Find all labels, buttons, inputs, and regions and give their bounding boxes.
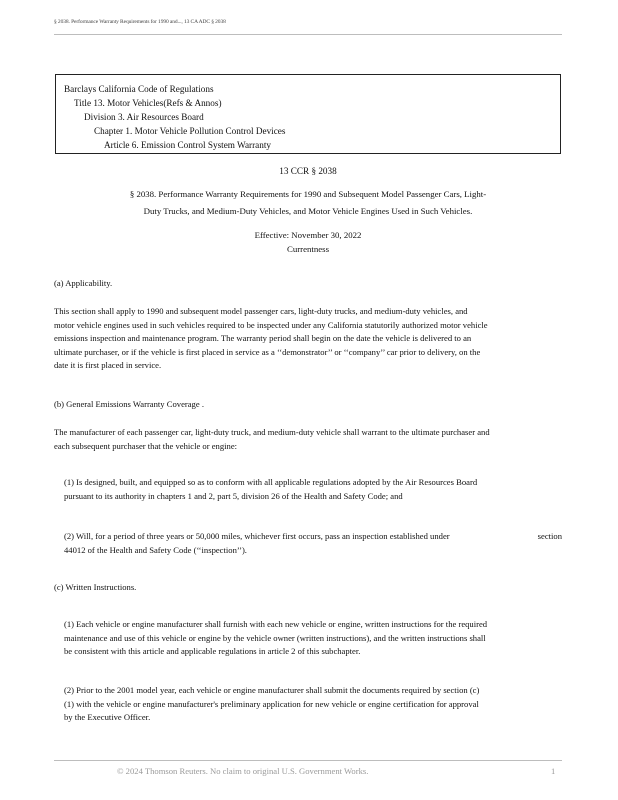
section-b-line: each subsequent purchaser that the vehicle or engine: xyxy=(54,440,238,451)
hierarchy-division: Division 3. Air Resources Board xyxy=(84,112,204,122)
section-c-heading: (c) Written Instructions. xyxy=(54,582,137,592)
section-a-line: ultimate purchaser, or if the vehicle is first placed in service as a ‘‘demonstrator’’ or ‘‘company’’ car prior to delivery, on the xyxy=(54,346,481,357)
section-c1-line: be consistent with this article and applicable regulations in article 2 of this subchapter. xyxy=(64,646,361,657)
section-b1-line: (1) Is designed, built, and equipped so as to conform with all applicable regulations adopted by the Air Resources Board xyxy=(64,477,478,487)
section-c2-line: (1) with the vehicle or engine manufacturer's preliminary application for new vehicle or engine certification for approval xyxy=(64,698,479,709)
page-number: 1 xyxy=(551,766,556,776)
section-b2-line: 44012 of the Health and Safety Code (‘‘inspection’’). xyxy=(64,544,247,555)
hierarchy-article: Article 6. Emission Control System Warranty xyxy=(104,140,271,150)
section-b1-body xyxy=(64,476,562,503)
section-a-line: This section shall apply to 1990 and subsequent model passenger cars, light-duty trucks, and medium-duty vehicles, and xyxy=(54,306,468,316)
section-a-body xyxy=(54,305,562,373)
hierarchy-title: Title 13. Motor Vehicles(Refs & Annos) xyxy=(74,98,222,108)
section-a-heading: (a) Applicability. xyxy=(54,278,113,288)
section-b2-line-end: section xyxy=(537,531,562,541)
section-b2-line xyxy=(64,530,562,544)
section-b2-body xyxy=(64,530,562,557)
section-a-line: motor vehicle engines used in such vehicles required to be inspected under any California statutorily authorized motor vehicle xyxy=(54,319,488,330)
currentness: Currentness xyxy=(286,244,330,254)
section-c1-body xyxy=(64,618,562,659)
section-title-line-2: Duty Trucks, and Medium-Duty Vehicles, and Motor Vehicle Engines Used in Such Vehicles. xyxy=(143,206,473,216)
section-c1-line: (1) Each vehicle or engine manufacturer shall furnish with each new vehicle or engine, written instructions for the required xyxy=(64,619,488,629)
section-c1-line: maintenance and use of this vehicle or engine by the vehicle owner (written instructions), and the written instructions shall xyxy=(64,632,486,643)
section-c2-body xyxy=(64,684,562,725)
section-b-heading: (b) General Emissions Warranty Coverage . xyxy=(54,399,204,409)
section-b1-line: pursuant to its authority in chapters 1 and 2, part 5, division 26 of the Health and Safety Code; and xyxy=(64,490,403,501)
section-c2-line: (2) Prior to the 2001 model year, each vehicle or engine manufacturer shall submit the documents required by section (c) xyxy=(64,685,480,695)
section-c2-line: by the Executive Officer. xyxy=(64,712,151,723)
citation: 13 CCR § 2038 xyxy=(279,166,337,176)
section-b2-line-text: (2) Will, for a period of three years or 50,000 miles, whichever first occurs, pass an inspection established under xyxy=(64,531,450,541)
section-a-line: emissions inspection and maintenance program. The warranty period shall begin on the date the vehicle is delivered to an xyxy=(54,333,472,344)
hierarchy-chapter: Chapter 1. Motor Vehicle Pollution Control Devices xyxy=(94,126,286,136)
section-b-line: The manufacturer of each passenger car, light-duty truck, and medium-duty vehicle shall warrant to the ultimate purchaser and xyxy=(54,427,490,437)
footer-divider xyxy=(54,760,562,761)
header-divider xyxy=(54,34,562,35)
copyright-notice: © 2024 Thomson Reuters. No claim to original U.S. Government Works. xyxy=(117,766,369,776)
section-a-line: date it is first placed in service. xyxy=(54,360,162,371)
running-header: § 2038. Performance Warranty Requirements for 1990 and..., 13 CA ADC § 2038 xyxy=(54,19,226,25)
effective-date: Effective: November 30, 2022 xyxy=(254,230,362,240)
section-b-body xyxy=(54,426,562,453)
hierarchy-code: Barclays California Code of Regulations xyxy=(64,84,214,94)
section-title-line-1: § 2038. Performance Warranty Requirements for 1990 and Subsequent Model Passenger Cars, Light- xyxy=(129,189,487,199)
hierarchy-box xyxy=(55,74,561,154)
